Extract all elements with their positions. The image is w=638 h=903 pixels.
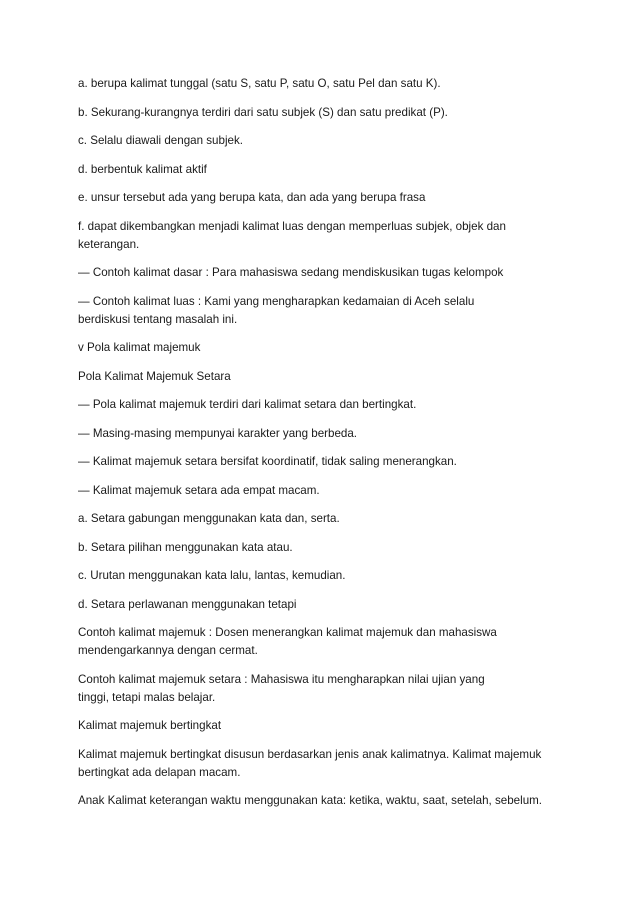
paragraph xyxy=(78,132,568,150)
paragraph xyxy=(78,339,568,357)
text-line: d. Setara perlawanan menggunakan tetapi xyxy=(78,597,297,611)
text-line: mendengarkannya dengan cermat. xyxy=(78,644,258,657)
paragraph xyxy=(78,567,568,585)
paragraph xyxy=(78,596,568,614)
text-line: tinggi, tetapi malas belajar. xyxy=(78,690,216,704)
text-line: bertingkat ada delapan macam. xyxy=(78,765,241,779)
paragraph xyxy=(78,104,568,122)
paragraph xyxy=(78,368,568,386)
paragraph xyxy=(78,264,568,282)
paragraph xyxy=(78,671,568,707)
paragraph xyxy=(78,189,568,207)
text-line: berdiskusi tentang masalah ini. xyxy=(78,312,238,326)
text-line: c. Selalu diawali dengan subjek. xyxy=(78,134,243,147)
paragraph xyxy=(78,425,568,443)
text-line: b. Sekurang-kurangnya terdiri dari satu subjek (S) dan satu predikat (P). xyxy=(78,105,448,119)
paragraph xyxy=(78,792,568,810)
text-line: f. dapat dikembangkan menjadi kalimat luas dengan memperluas subjek, objek dan xyxy=(78,219,506,233)
paragraph xyxy=(78,717,568,735)
paragraph xyxy=(78,75,568,93)
text-line: b. Setara pilihan menggunakan kata atau. xyxy=(78,540,293,554)
text-line: Pola Kalimat Majemuk Setara xyxy=(78,369,231,383)
text-line: Contoh kalimat majemuk : Dosen menerangkan kalimat majemuk dan mahasiswa xyxy=(78,626,497,639)
text-line: Kalimat majemuk bertingkat disusun berdasarkan jenis anak kalimatnya. Kalimat majemuk xyxy=(78,747,542,761)
paragraph xyxy=(78,396,568,414)
text-line: d. berbentuk kalimat aktif xyxy=(78,162,207,176)
paragraph xyxy=(78,293,568,329)
text-line: — Kalimat majemuk setara bersifat koordinatif, tidak saling menerangkan. xyxy=(78,455,457,468)
text-line: a. berupa kalimat tunggal (satu S, satu P, satu O, satu Pel dan satu K). xyxy=(78,77,441,90)
text-line: — Kalimat majemuk setara ada empat macam. xyxy=(78,483,320,497)
text-line: — Contoh kalimat luas : Kami yang mengharapkan kedamaian di Aceh selalu xyxy=(78,294,475,308)
paragraph xyxy=(78,746,568,782)
text-line: Anak Kalimat keterangan waktu menggunakan kata: ketika, waktu, saat, setelah, sebelum. xyxy=(78,794,543,807)
text-line: — Masing-masing mempunyai karakter yang berbeda. xyxy=(78,426,358,440)
paragraph xyxy=(78,510,568,528)
text-line: Contoh kalimat majemuk setara : Mahasiswa itu mengharapkan nilai ujian yang xyxy=(78,672,485,686)
text-line: Kalimat majemuk bertingkat xyxy=(78,719,222,732)
paragraph xyxy=(78,161,568,179)
paragraph xyxy=(78,482,568,500)
paragraph xyxy=(78,539,568,557)
text-line: a. Setara gabungan menggunakan kata dan, serta. xyxy=(78,512,340,525)
paragraph xyxy=(78,624,568,660)
text-line: e. unsur tersebut ada yang berupa kata, dan ada yang berupa frasa xyxy=(78,191,426,204)
text-line: keterangan. xyxy=(78,237,140,251)
paragraph xyxy=(78,218,568,254)
text-line: c. Urutan menggunakan kata lalu, lantas, kemudian. xyxy=(78,569,346,582)
text-line: v Pola kalimat majemuk xyxy=(78,341,201,354)
paragraph xyxy=(78,453,568,471)
text-line: — Pola kalimat majemuk terdiri dari kalimat setara dan bertingkat. xyxy=(78,398,417,411)
document-body xyxy=(78,75,568,821)
text-line: — Contoh kalimat dasar : Para mahasiswa sedang mendiskusikan tugas kelompok xyxy=(78,266,504,279)
